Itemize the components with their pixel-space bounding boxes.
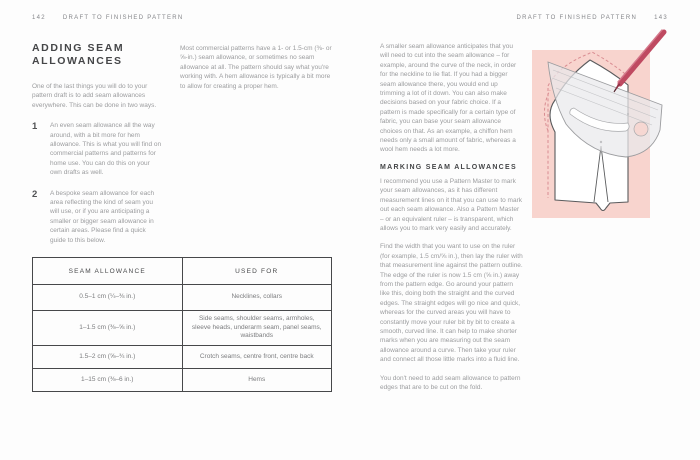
table-row: [33, 369, 332, 392]
cell-used-for: Necklines, collars: [182, 285, 332, 311]
ruler-hole: [634, 122, 648, 136]
cell-allowance: 1–15 cm (⅜–6 in.): [33, 369, 183, 392]
left-page-column-1: [32, 42, 162, 245]
seam-allowance-table: [32, 257, 332, 392]
chapter-title-right: DRAFT TO FINISHED PATTERN: [516, 15, 638, 21]
chapter-title-left: DRAFT TO FINISHED PATTERN: [62, 15, 184, 21]
smaller-allowance-paragraph: A smaller seam allowance anticipates that you will need to cut into the seam allowance – for example, around the curve of the neck, in order for the neckline to lie flat. If you had a bigger seam allowance there, you would end up trimming a lot of it down. You can also make decisions based on your fabric choice. If a pattern is made specifically for a certain type of fabric, you can base your seam allowance choices on that. As an example, a chiffon hem needs only a small amount of fabric, whereas a wool hem needs a lot more.: [380, 43, 517, 154]
list-item-2: [32, 189, 162, 245]
cell-allowance: 1.5–2 cm (⅝–¾ in.): [33, 346, 183, 369]
cell-used-for: Crotch seams, centre front, centre back: [182, 346, 332, 369]
table-row: [33, 285, 332, 311]
right-page-column: [380, 42, 523, 401]
running-header-left: [32, 15, 184, 21]
intro-paragraph: One of the last things you will do to your pattern draft is to add seam allowances everywhere. This can be done in two ways.: [32, 83, 157, 109]
cell-allowance: 1–1.5 cm (⅜–⅝ in.): [33, 311, 183, 346]
cut-on-fold-paragraph: You don't need to add seam allowance to pattern edges that are to be cut on the fold.: [380, 374, 521, 391]
col-header-seam-allowance: SEAM ALLOWANCE: [33, 258, 183, 285]
ruler-method-paragraph: Find the width that you want to use on the ruler (for example, 1.5 cm/⅝ in.), then lay the ruler with that measurement line against the pattern outline. The edge of the ruler is now 1.5 cm (⅝ in.) away from the pattern edge. Go around your pattern like this, doing both the straight and the curved edges. The straight edges will go nice and quick, whereas for the curved areas you will have to constantly move your ruler bit by bit to create a smooth, curved line. It can help to make shorter marks when you are measuring out the seam allowance around a curve. Then take your ruler and connect all those little marks into a fluid line.: [380, 243, 523, 364]
table-row: [33, 311, 332, 346]
section-heading: ADDING SEAM ALLOWANCES: [32, 42, 125, 67]
cell-allowance: 0.5–1 cm (¼–⅜ in.): [33, 285, 183, 311]
page-number-right: 143: [654, 15, 668, 21]
table-header-row: [33, 258, 332, 285]
page-number-left: 142: [32, 15, 46, 21]
cell-used-for: Side seams, shoulder seams, armholes, sleeve heads, underarm seam, panel seams, waistbands: [182, 311, 332, 346]
list-number-1: 1: [32, 121, 38, 133]
pattern-master-paragraph: I recommend you use a Pattern Master to mark your seam allowances, as it has different measurement lines on it that you can use to mark out each seam allowance. Also a Pattern Master – or an equivalent ruler – is transparent, which allows you to mark very easily and accurately.: [380, 177, 522, 232]
list-text-2: A bespoke seam allowance for each area reflecting the kind of seam you will use, or if you are anticipating a smaller or bigger seam allowance in certain areas. Please find a quick guide to this below.: [50, 189, 155, 244]
marking-subheading: MARKING SEAM ALLOWANCES: [380, 163, 517, 171]
left-page-column-2: [180, 44, 333, 91]
running-header-right: [516, 15, 668, 21]
marking-seam-allowance-illustration: [528, 26, 668, 226]
cell-used-for: Hems: [182, 369, 332, 392]
illustration-svg: [528, 26, 668, 226]
list-text-1: An even seam allowance all the way around, with a bit more for hem allowance. This is what you will find on commercial patterns and patterns for home use. You can do this on your own drafts as well.: [50, 122, 162, 177]
list-number-2: 2: [32, 188, 38, 200]
list-item-1: [32, 121, 162, 177]
table-row: [33, 346, 332, 369]
col-header-used-for: USED FOR: [182, 258, 332, 285]
commercial-patterns-paragraph: Most commercial patterns have a 1- or 1.5-cm (⅜- or ⅝-in.) seam allowance, or sometimes no seam allowance at all. The pattern should say what you're working with. A hem allowance is typically a bit more to allow for creating a proper hem.: [180, 45, 332, 90]
